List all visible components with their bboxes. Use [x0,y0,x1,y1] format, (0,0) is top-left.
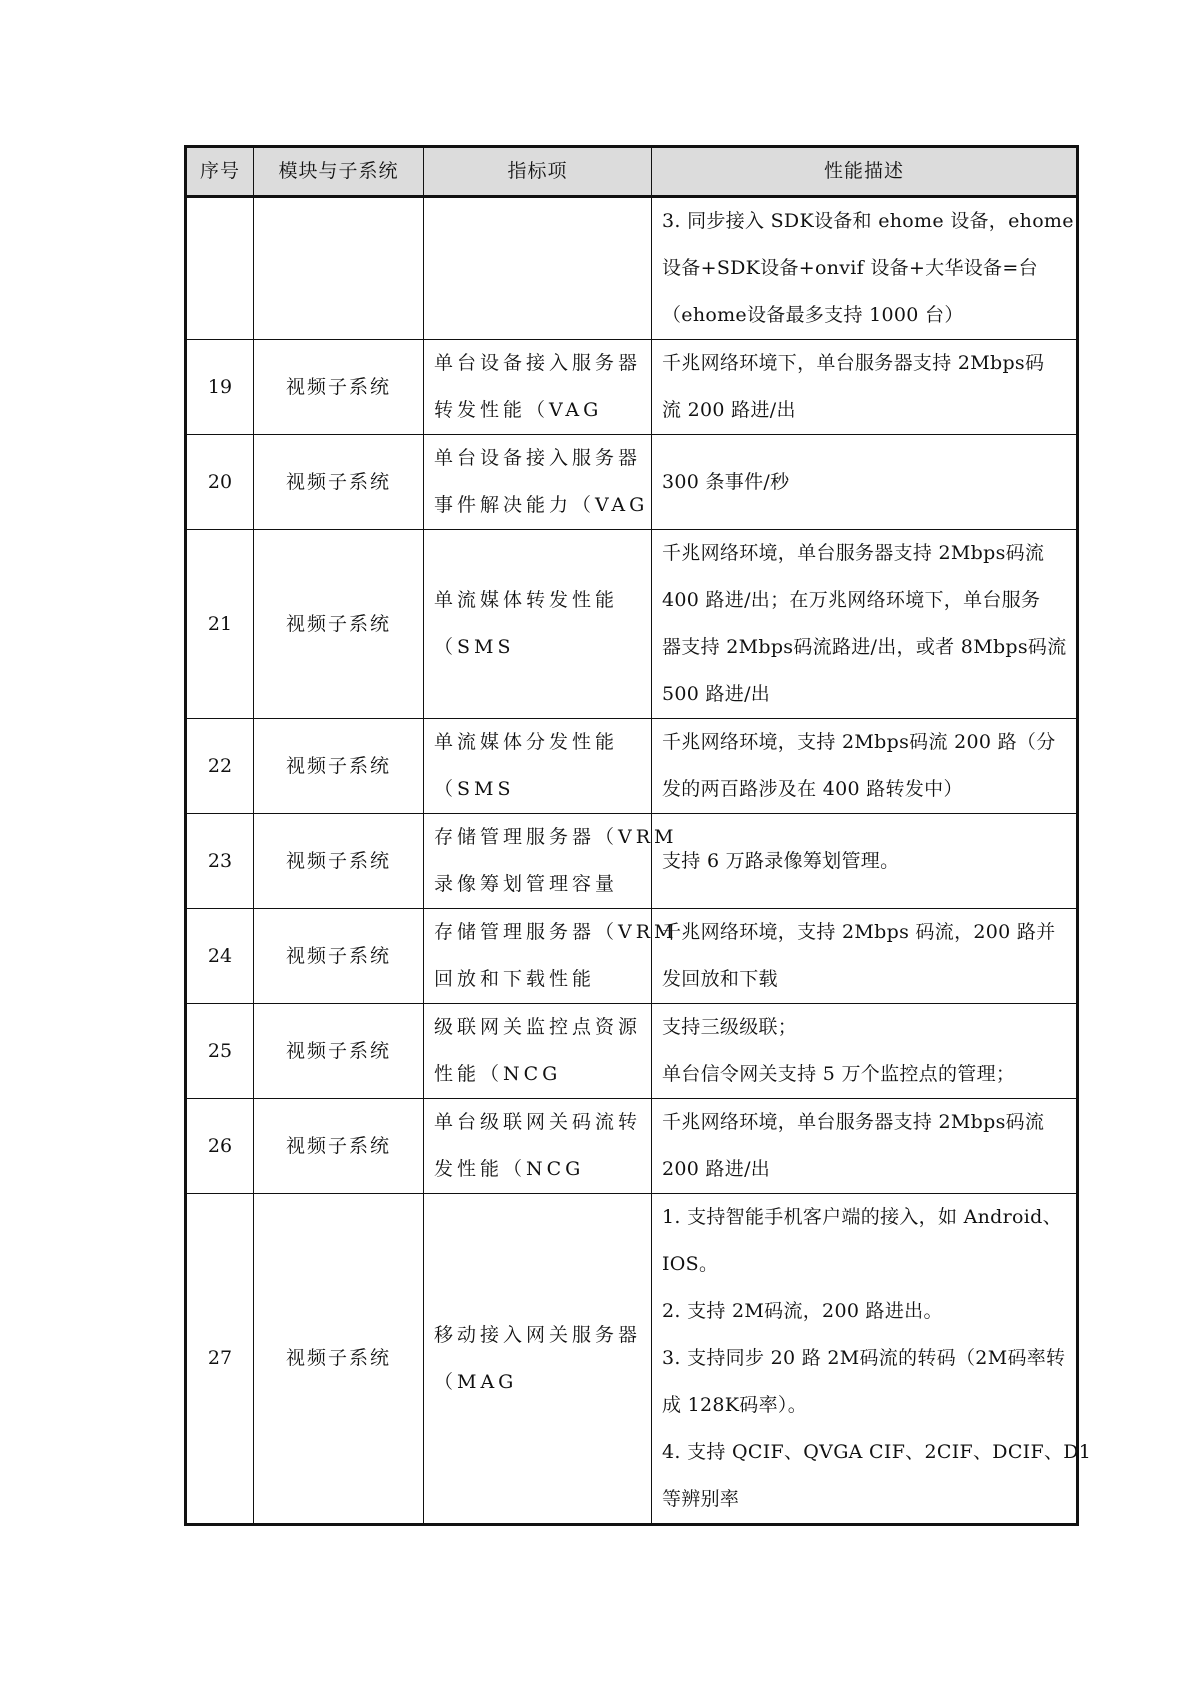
description-line: 设备+SDK设备+onvif 设备+大华设备=台 [662,257,1038,279]
indicator-cell [424,1004,652,1099]
description-line: 单台信令网关支持 5 万个监控点的管理； [662,1063,1016,1085]
description-cell [652,1194,1092,1525]
description-cell [652,909,1078,1004]
indicator-cell [424,340,652,435]
indicator-cell [424,1194,652,1525]
header-row [186,147,1078,197]
row-number: 21 [186,530,254,719]
description-line: 300 条事件/秒 [662,470,790,493]
description-line: 1. 支持智能手机客户端的接入，如 Android、 [662,1206,1062,1228]
description-line: 器支持 2Mbps码流路进/出，或者 8Mbps码流 [662,636,1067,658]
indicator-line: 回放和下载性能 [434,968,596,990]
indicator-cell [424,435,652,530]
description-line: 500 路进/出 [662,683,771,705]
row-number: 25 [186,1004,254,1099]
module-name: 视频子系统 [254,1194,424,1525]
module-name: 视频子系统 [254,530,424,719]
row-number: 23 [186,814,254,909]
indicator-line: 录像筹划管理容量 [434,873,619,895]
description-cell [652,719,1078,814]
table-row [186,719,1078,814]
description-cell [652,340,1078,435]
module-name: 视频子系统 [254,909,424,1004]
table-row [186,435,1078,530]
indicator-line: 级联网关监控点资源 [434,1016,642,1038]
spec-table [184,145,1092,1526]
description-cell [652,530,1078,719]
indicator-line: 单流媒体分发性能 [434,731,619,753]
description-line: 千兆网络环境，支持 2Mbps 码流，200 路并 [662,921,1056,943]
indicator-line: 性能（NCG [434,1063,562,1085]
description-line: 4. 支持 QCIF、QVGA CIF、2CIF、DCIF、D1 [662,1441,1092,1463]
indicator-cell [424,197,652,340]
description-line: 2. 支持 2M码流，200 路进出。 [662,1300,943,1322]
table-row [186,340,1078,435]
module-name: 视频子系统 [254,1004,424,1099]
description-line: 3. 同步接入 SDK设备和 ehome 设备，ehome [662,210,1074,232]
table-row [186,814,1078,909]
indicator-line: 单台级联网关码流转 [434,1111,642,1133]
header-description: 性能描述 [652,147,1078,197]
indicator-cell [424,719,652,814]
row-number: 22 [186,719,254,814]
description-line: IOS。 [662,1253,719,1275]
module-name: 视频子系统 [254,435,424,530]
description-line: 千兆网络环境，单台服务器支持 2Mbps码流 [662,1111,1045,1133]
indicator-line: 单台设备接入服务器 [434,447,642,469]
indicator-line: （SMS [434,636,515,658]
table-row [186,197,1078,340]
module-name: 视频子系统 [254,814,424,909]
indicator-line: 事件解决能力（VAG [434,494,649,516]
description-line: 千兆网络环境，支持 2Mbps码流 200 路（分 [662,731,1056,753]
description-cell [652,1004,1078,1099]
description-line: 流 200 路进/出 [662,399,796,421]
table-row [186,1099,1078,1194]
description-cell [652,197,1078,340]
description-line: 3. 支持同步 20 路 2M码流的转码（2M码率转 [662,1347,1066,1369]
description-line: （ehome设备最多支持 1000 台） [662,304,964,326]
module-name [254,197,424,340]
table-header [186,147,1078,197]
table-row [186,1194,1078,1525]
indicator-line: 发性能（NCG [434,1158,585,1180]
table-row [186,909,1078,1004]
header-indicator: 指标项 [424,147,652,197]
description-line: 千兆网络环境，单台服务器支持 2Mbps码流 [662,542,1045,564]
indicator-line: 单流媒体转发性能 [434,589,619,611]
indicator-cell [424,530,652,719]
indicator-line: 存储管理服务器（VRM [434,921,678,943]
indicator-cell [424,814,678,909]
description-line: 支持 6 万路录像筹划管理。 [662,849,900,872]
indicator-line: 移动接入网关服务器 [434,1323,642,1346]
table-body [186,197,1092,1525]
description-line: 200 路进/出 [662,1158,771,1180]
row-number: 26 [186,1099,254,1194]
indicator-cell [424,909,678,1004]
indicator-line: （MAG [434,1370,518,1393]
indicator-line: 单台设备接入服务器 [434,352,642,374]
description-line: 400 路进/出；在万兆网络环境下，单台服务 [662,589,1041,611]
description-line: 等辨别率 [662,1488,740,1510]
header-no: 序号 [186,147,254,197]
module-name: 视频子系统 [254,719,424,814]
table-row [186,1004,1078,1099]
indicator-line: 存储管理服务器（VRM [434,826,678,848]
indicator-line: （SMS [434,778,515,800]
row-number [186,197,254,340]
row-number: 27 [186,1194,254,1525]
description-cell [652,435,1078,530]
header-module: 模块与子系统 [254,147,424,197]
table-row [186,530,1078,719]
description-line: 千兆网络环境下，单台服务器支持 2Mbps码 [662,352,1045,374]
description-line: 支持三级级联； [662,1016,798,1038]
indicator-line: 转发性能（VAG [434,399,603,421]
description-line: 成 128K码率）。 [662,1394,807,1416]
description-cell [652,1099,1078,1194]
indicator-cell [424,1099,652,1194]
description-cell [652,814,1078,909]
row-number: 19 [186,340,254,435]
module-name: 视频子系统 [254,340,424,435]
module-name: 视频子系统 [254,1099,424,1194]
description-line: 发的两百路涉及在 400 路转发中） [662,778,963,800]
row-number: 24 [186,909,254,1004]
row-number: 20 [186,435,254,530]
description-line: 发回放和下载 [662,968,778,990]
